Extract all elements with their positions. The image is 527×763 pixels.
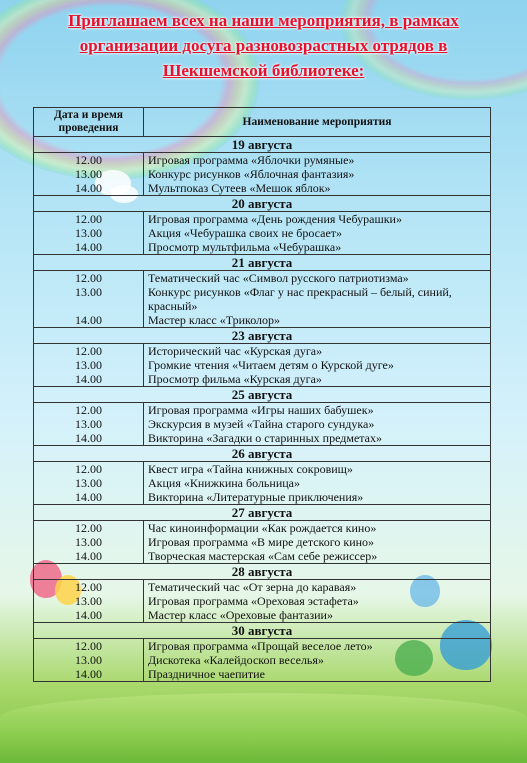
event-time: 14.00 [75,549,102,563]
event-name: Просмотр фильма «Курская дуга» [148,372,322,386]
event-names [144,639,491,682]
day-date: 25 августа [34,387,491,403]
event-name: Мультпоказ Сутеев «Мешок яблок» [148,181,331,195]
day-date: 27 августа [34,505,491,521]
event-time: 14.00 [75,431,102,445]
day-row [34,328,491,344]
event-name: Праздничное чаепитие [148,667,265,681]
day-date: 19 августа [34,137,491,153]
grass-decoration [0,693,527,763]
title-line: Шекшемской библиотеке: [162,61,365,80]
event-name: Мастер класс «Ореховые фантазии» [148,608,333,622]
day-row [34,564,491,580]
event-time: 14.00 [75,313,102,327]
event-time: 14.00 [75,240,102,254]
schedule-body [34,137,491,682]
event-name: Тематический час «От зерна до каравая» [148,580,357,594]
event-name: Викторина «Литературные приключения» [148,490,364,504]
events-row [34,271,491,328]
event-time: 13.00 [75,285,102,299]
event-time: 13.00 [75,417,102,431]
event-time: 12.00 [75,639,102,653]
event-name: Акция «Чебурашка своих не бросает» [148,226,343,240]
event-times [34,580,144,623]
event-times [34,403,144,446]
day-date: 20 августа [34,196,491,212]
event-names [144,521,491,564]
event-time: 14.00 [75,608,102,622]
day-row [34,137,491,153]
event-time: 13.00 [75,476,102,490]
event-names [144,403,491,446]
event-name: Акция «Книжкина больница» [148,476,300,490]
day-row [34,387,491,403]
event-time: 14.00 [75,372,102,386]
event-name: Игровая программа «День рождения Чебурашки» [148,212,402,226]
day-row [34,505,491,521]
event-time: 13.00 [75,535,102,549]
event-names [144,344,491,387]
day-date: 30 августа [34,623,491,639]
event-name: Конкурс рисунков «Флаг у нас прекрасный – белый, синий, красный» [148,285,452,313]
event-time: 12.00 [75,462,102,476]
events-row [34,344,491,387]
event-name: Мастер класс «Триколор» [148,313,281,327]
event-name: Игровая программа «Яблочки румяные» [148,153,355,167]
event-time: 12.00 [75,521,102,535]
event-time: 13.00 [75,226,102,240]
events-row [34,462,491,505]
title-line: организации досуга разновозрастных отрядов в [79,36,448,55]
event-time: 13.00 [75,358,102,372]
event-name: Час киноинформации «Как рождается кино» [148,521,377,535]
event-names [144,153,491,196]
event-time: 12.00 [75,212,102,226]
event-time: 12.00 [75,580,102,594]
event-times [34,639,144,682]
schedule-table [33,107,491,682]
event-time: 12.00 [75,153,102,167]
day-date: 21 августа [34,255,491,271]
event-name: Исторический час «Курская дуга» [148,344,323,358]
day-date: 23 августа [34,328,491,344]
event-time: 14.00 [75,490,102,504]
events-row [34,153,491,196]
event-time: 12.00 [75,403,102,417]
event-times [34,153,144,196]
table-header-row [34,108,491,137]
event-time: 13.00 [75,653,102,667]
event-time: 14.00 [75,181,102,195]
day-date: 26 августа [34,446,491,462]
event-names [144,462,491,505]
event-name: Тематический час «Символ русского патриотизма» [148,271,409,285]
event-name: Конкурс рисунков «Яблочная фантазия» [148,167,355,181]
event-name: Викторина «Загадки о старинных предметах» [148,431,382,445]
day-row [34,446,491,462]
event-names [144,212,491,255]
event-times [34,521,144,564]
events-row [34,212,491,255]
header-name: Наименование мероприятия [144,108,491,137]
event-names [144,580,491,623]
event-name: Экскурсия в музей «Тайна старого сундука» [148,417,375,431]
event-times [34,271,144,328]
header-time: Дата и время проведения [34,108,144,137]
event-names [144,271,491,328]
event-name: Квест игра «Тайна книжных сокровищ» [148,462,353,476]
event-time: 12.00 [75,344,102,358]
page-title [0,8,527,83]
event-time: 13.00 [75,167,102,181]
event-times [34,344,144,387]
event-time: 12.00 [75,271,102,285]
event-times [34,212,144,255]
events-row [34,521,491,564]
event-times [34,462,144,505]
event-name: Громкие чтения «Читаем детям о Курской дуге» [148,358,394,372]
event-name: Игровая программа «Прощай веселое лето» [148,639,373,653]
day-row [34,623,491,639]
day-date: 28 августа [34,564,491,580]
events-row [34,403,491,446]
events-row [34,639,491,682]
event-name: Дискотека «Калейдоскоп веселья» [148,653,324,667]
event-time: 13.00 [75,594,102,608]
day-row [34,255,491,271]
event-name: Творческая мастерская «Сам себе режиссер» [148,549,378,563]
events-row [34,580,491,623]
event-name: Игровая программа «В мире детского кино» [148,535,375,549]
title-line: Приглашаем всех на наши мероприятия, в рамках [68,11,459,30]
event-name: Игровая программа «Игры наших бабушек» [148,403,374,417]
event-name: Игровая программа «Ореховая эстафета» [148,594,359,608]
event-name: Просмотр мультфильма «Чебурашка» [148,240,342,254]
event-time: 14.00 [75,667,102,681]
day-row [34,196,491,212]
